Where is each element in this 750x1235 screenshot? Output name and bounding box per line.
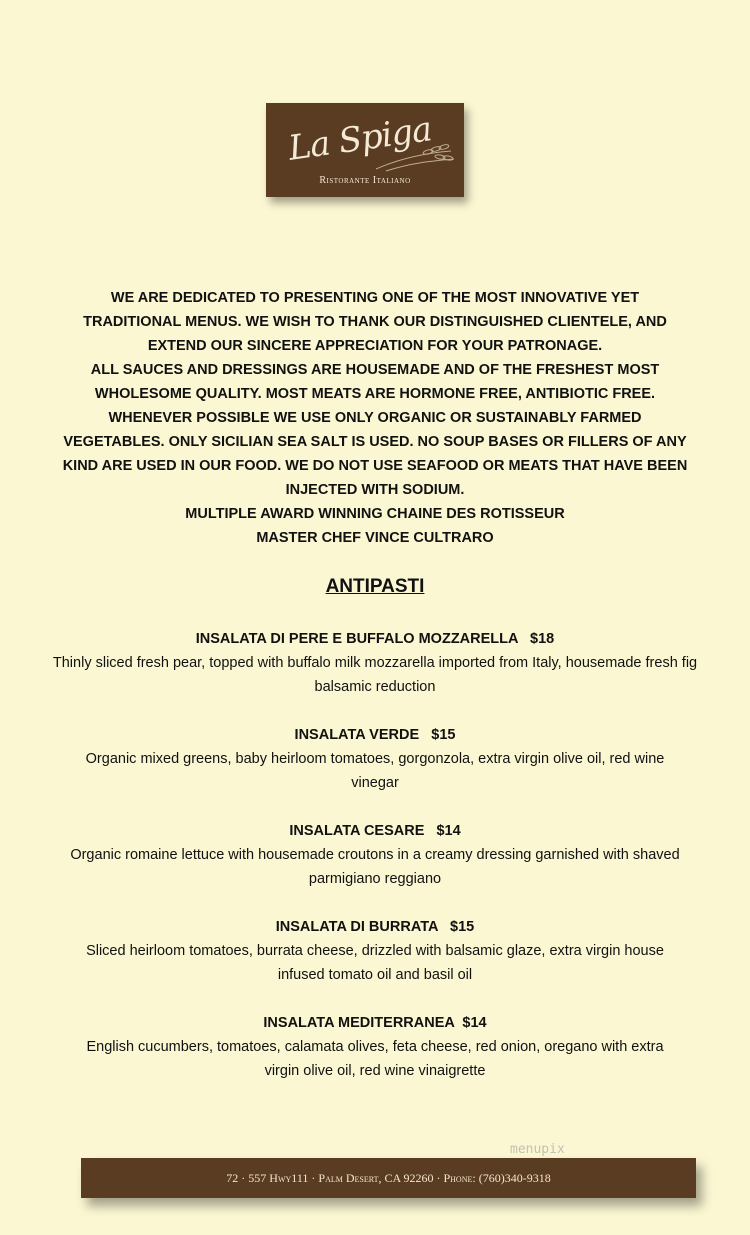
menu-item-description: Organic romaine lettuce with housemade croutons in a creamy dressing garnished with shaved parmigiano reggiano: [70, 847, 680, 887]
intro-paragraph: WE ARE DEDICATED TO PRESENTING ONE OF THE MOST INNOVATIVE YET TRADITIONAL MENUS. WE WISH TO THANK OUR DISTINGUISHED CLIENTELE, AND EXTEND OUR SINCERE APPRECIATION FOR YOUR PATRONAGE.: [83, 290, 667, 354]
intro-chef: MASTER CHEF VINCE CULTRARO: [256, 530, 494, 546]
footer-address-bar: [81, 1158, 696, 1198]
menu-item-description: Organic mixed greens, baby heirloom tomatoes, gorgonzola, extra virgin olive oil, red wine vinegar: [85, 751, 665, 791]
menu-item: [40, 819, 710, 891]
intro-award: MULTIPLE AWARD WINNING CHAINE DES ROTISSEUR: [185, 506, 565, 522]
menu-item: [40, 723, 710, 795]
logo-subtitle: Ristorante Italiano: [319, 175, 411, 186]
menu-item-heading: [40, 915, 710, 939]
menu-item: [40, 1011, 710, 1083]
menu-item-description: Sliced heirloom tomatoes, burrata cheese, drizzled with balsamic glaze, extra virgin house infused tomato oil and basil oil: [86, 943, 664, 983]
menu-item-description: Thinly sliced fresh pear, topped with buffalo milk mozzarella imported from Italy, housemade fresh fig balsamic reduction: [52, 655, 698, 695]
menu-item-price: $15: [431, 727, 456, 743]
menu-item-price: $14: [462, 1015, 487, 1031]
section-title-antipasti: ANTIPASTI: [325, 576, 425, 597]
menu-item-heading: [40, 627, 710, 651]
logo-name: La Spiga: [285, 109, 434, 169]
menu-item-name: INSALATA CESARE: [289, 823, 425, 839]
restaurant-logo: [266, 103, 464, 197]
menu-item-heading: [40, 723, 710, 747]
menu-item-heading: [40, 819, 710, 843]
menu-item-name: INSALATA MEDITERRANEA: [263, 1015, 455, 1031]
menu-item: [40, 915, 710, 987]
menu-item-name: INSALATA DI PERE E BUFFALO MOZZARELLA: [195, 631, 518, 647]
menu-item-price: $15: [450, 919, 475, 935]
menu-item: [40, 627, 710, 699]
menu-item-name: INSALATA DI BURRATA: [275, 919, 438, 935]
intro-paragraph: WHENEVER POSSIBLE WE USE ONLY ORGANIC OR SUSTAINABLY FARMED VEGETABLES. ONLY SICILIAN SEA SALT IS USED. NO SOUP BASES OR FILLERS OF ANY KIND ARE USED IN OUR FOOD. WE DO NOT USE SEAFOOD OR MEATS THAT HAVE BEEN INJECTED WITH SODIUM.: [62, 410, 688, 498]
menu-item-description: English cucumbers, tomatoes, calamata olives, feta cheese, red onion, oregano with extra virgin olive oil, red wine vinaigrette: [86, 1039, 664, 1079]
menu-item-price: $14: [436, 823, 461, 839]
menu-item-price: $18: [530, 631, 555, 647]
menu-items: [40, 627, 710, 1107]
watermark: menupix: [510, 1142, 565, 1157]
menu-item-name: INSALATA VERDE: [294, 727, 420, 743]
intro-paragraph: ALL SAUCES AND DRESSINGS ARE HOUSEMADE AND OF THE FRESHEST MOST WHOLESOME QUALITY. MOST MEATS ARE HORMONE FREE, ANTIBIOTIC FREE.: [90, 362, 660, 402]
menu-item-heading: [40, 1011, 710, 1035]
footer-address: 72 · 557 Hwy111 · Palm Desert, CA 92260 · Phone: (760)340-9318: [226, 1171, 551, 1185]
intro-statement: [60, 286, 690, 550]
